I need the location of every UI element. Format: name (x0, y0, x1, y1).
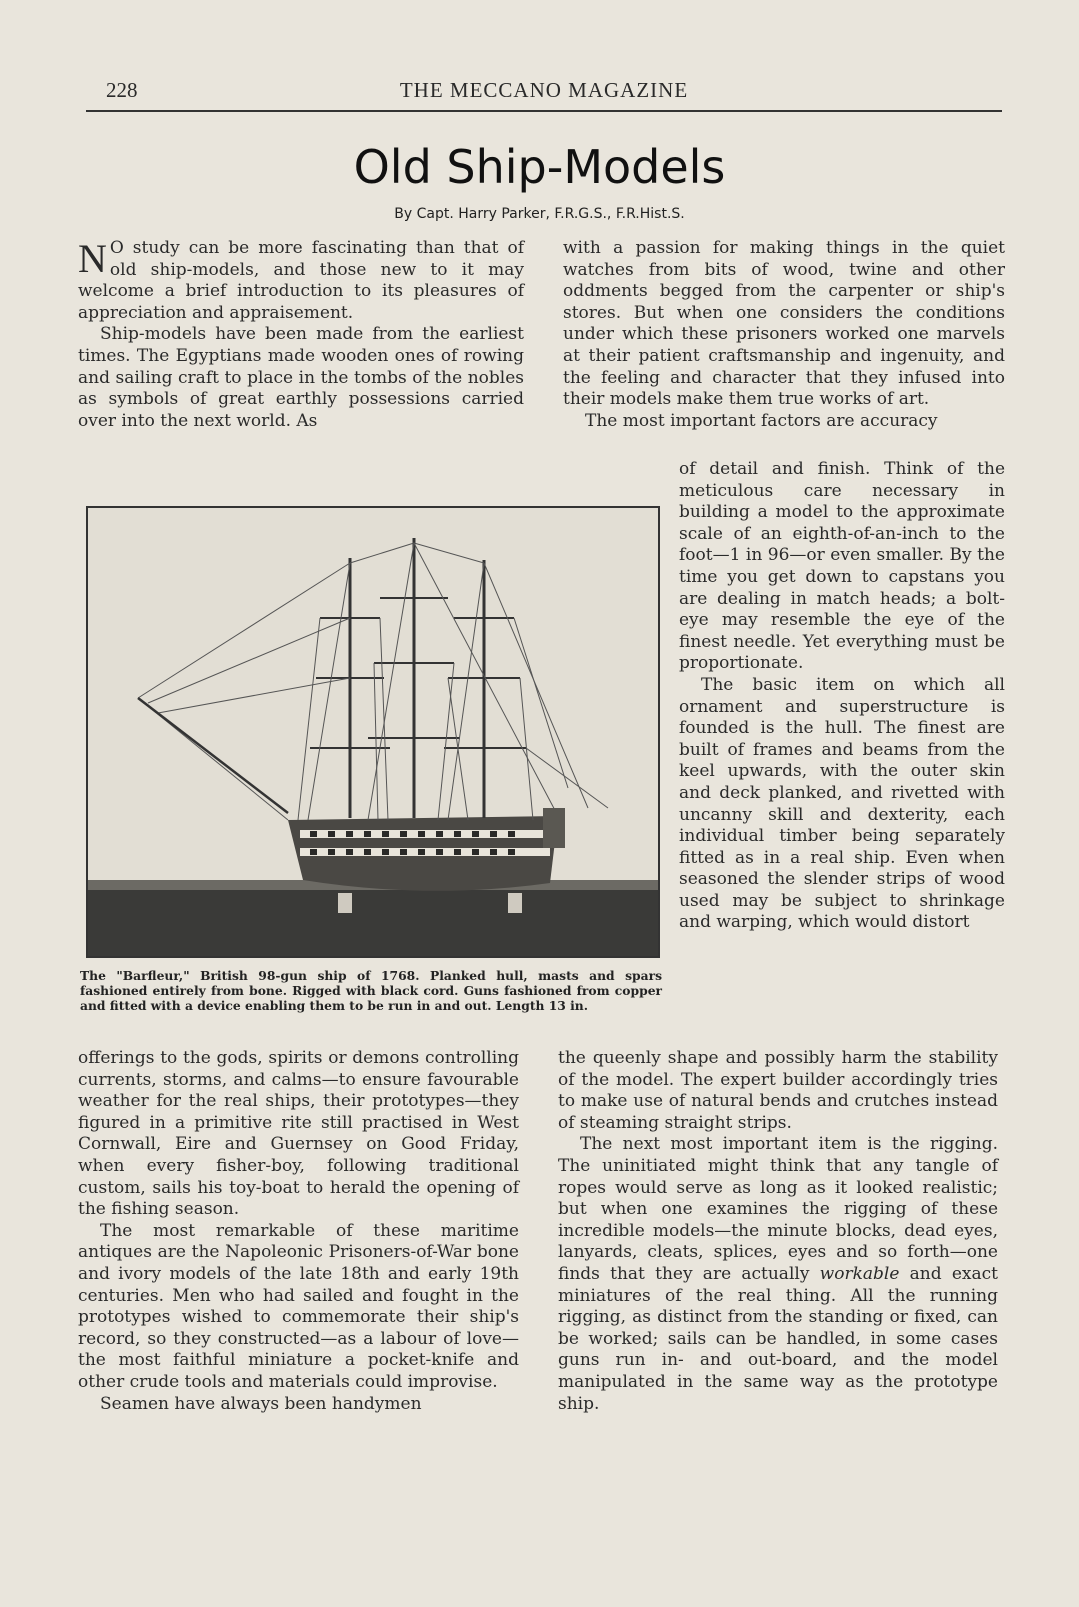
column-2-top (563, 238, 1005, 432)
column-1-bottom (78, 1048, 519, 1415)
paragraph: The most remarkable of these maritime antiques are the Napoleonic Prisoners-of-War bone and ivory models of the late 18th and early 19th centuries. Men who had sailed and fought in the prototypes wished to commemorate their ship's record, so they constructed—as a labour of love—the most faithful miniature a pocket-knife and other crude tools and materials could improvise. (78, 1220, 519, 1392)
article-title: Old Ship-Models (353, 140, 726, 194)
paragraph: offerings to the gods, spirits or demons controlling currents, storms, and calms—to ensure favourable weather for the real ships, their prototypes—they figured in a primitive rite still practised in West Cornwall, Eire and Guernsey on Good Friday, when every fisher-boy, following traditional custom, sails his toy-boat to herald the opening of the fishing season. (78, 1048, 519, 1220)
emphasis: workable (819, 1263, 900, 1284)
page-number: 228 (106, 78, 138, 102)
column-1-top (78, 238, 524, 432)
paragraph: Ship-models have been made from the earliest times. The Egyptians made wooden ones of rowing and sailing craft to place in the tombs of the nobles as symbols of great earthly possessions carried over into the next world. As (78, 324, 524, 431)
header-divider (86, 110, 1002, 112)
column-2-bottom (558, 1048, 998, 1415)
paragraph: of detail and finish. Think of the meticulous care necessary in building a model to the approximate scale of an eighth-of-an-inch to the foot—1 in 96—or even smaller. By the time you get down to capstans you are dealing in match heads; a bolt-eye may resemble the eye of the finest needle. Yet everything must be proportionate. (679, 459, 1005, 674)
page-header (86, 78, 1002, 108)
paragraph: Seamen have always been handymen (100, 1393, 422, 1414)
column-2-middle (679, 459, 1005, 934)
paragraph: the queenly shape and possibly harm the stability of the model. The expert builder accordingly tries to make use of natural bends and crutches instead of steaming straight strips. (558, 1048, 998, 1133)
paragraph: The basic item on which all ornament and superstructure is founded is the hull. The finest are built of frames and beams from the keel upwards, with the outer skin and deck planked, and rivetted with uncanny skill and dexterity, each individual timber being separately fitted as in a real ship. Even when seasoned the slender strips of wood used may be subject to shrinkage and warping, which would distort (679, 674, 1005, 933)
ship-illustration (88, 508, 658, 956)
paragraph: The most important factors are accuracy (585, 410, 938, 431)
magazine-title: THE MECCANO MAGAZINE (399, 78, 689, 102)
paragraph: The next most important item is the rigging. The uninitiated might think that any tangle of ropes would serve as long as it looked realistic; but when one examines the rigging of these incredible models—the minute blocks, dead eyes, lanyards, cleats, splices, eyes and so forth—one finds that they are actually workable and exact miniatures of the real thing. All the running rigging, as distinct from the standing or fixed, can be worked; sails can be handled, in some cases guns run in- and out-board, and the model manipulated in the same way as the prototype ship. (558, 1134, 998, 1414)
photo-caption: The "Barfleur," British 98-gun ship of 1768. Planked hull, masts and spars fashioned entirely from bone. Rigged with black cord. Guns fashioned from copper and fitted with a device enabling them to be run in and out. Length 13 in. (80, 968, 662, 1013)
article-byline: By Capt. Harry Parker, F.R.G.S., F.R.Hist.S. (394, 206, 685, 222)
paragraph: with a passion for making things in the quiet watches from bits of wood, twine and other oddments begged from the carpenter or ship's stores. But when one considers the conditions under which these prisoners worked one marvels at their patient craftsmanship and ingenuity, and the feeling and character that they infused into their models make them true works of art. (563, 238, 1005, 410)
paragraph: N O study can be more fascinating than that of old ship-models, and those new to it may welcome a brief introduction to its pleasures of appreciation and appraisement. (78, 236, 524, 323)
ship-model-photo (86, 506, 660, 958)
drop-cap: N (78, 236, 107, 281)
